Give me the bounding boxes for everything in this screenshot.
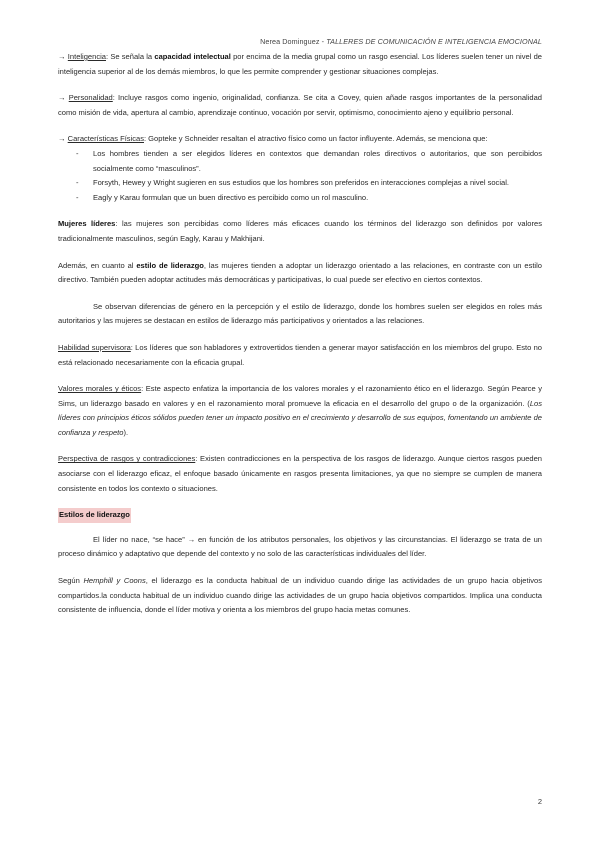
paragraph-text: Además, en cuanto al [58, 260, 137, 270]
paragraph-inteligencia [58, 50, 542, 79]
paragraph-text: Según [58, 576, 84, 586]
paragraph-text: por encima de la media grupal como un rasgo esencial. Los líderes suelen tener un nivel de inteligencia superior al de los demás miembros, lo que les permite comprender y gestionar situaciones complejas. [58, 52, 542, 76]
paragraph-text: : Este aspecto enfatiza la importancia de los valores morales y el razonamiento ético en el liderazgo. Según Pearce y Sims, un liderazgo basado en valores y en el razonamiento moral promueve la eficacia en el desarrollo del grupo o de la organización. ( [58, 384, 543, 408]
paragraph-habilidad-supervisora [58, 341, 542, 370]
dash-marker: - [76, 192, 79, 202]
paragraph-text: , el liderazgo es la conducta habitual de un individuo cuando dirige las actividades de un grupo hacia objetivos compartidos.la conducta habitual de un individuo cuando dirige las actividades de un grupo hacia objetivos compartidos. Implica una conducta consistente de influencia, donde el líder motiva y orienta a los miembros del grupo hacia metas comunes. [58, 576, 543, 615]
paragraph-perspectiva-rasgos [58, 452, 542, 496]
paragraph-personalidad [58, 91, 542, 120]
list-item [76, 191, 542, 206]
arrow-glyph: → [58, 93, 69, 103]
section-heading-wrapper [58, 508, 542, 533]
paragraph-text: Se observan diferencias de género en la percepción y el estilo de liderazgo, donde los hombres suelen ser elegidos en roles más autoritarios y las mujeres se destacan en estilos de liderazgo más participativos y orientados a las relaciones. [58, 301, 542, 326]
paragraph-text: : Incluye rasgos como ingenio, originalidad, confianza. Se cita a Covey, quien añade rasgos importantes de la personalidad como misión de vida, apertura al cambio, aprendizaje continuo, vocación por servir, optimismo, conocimiento ajeno y equilibrio personal. [58, 93, 542, 117]
list-item-text: Los hombres tienden a ser elegidos líderes en contextos que demandan roles directivos o autoritarios, que son percibidos socialmente como “masculinos”. [93, 148, 542, 173]
paragraph-text: : Los líderes que son habladores y extrovertidos tienden a generar mayor satisfacción en los miembros del grupo. Esto no está relacionado necesariamente con la eficacia grupal. [58, 342, 542, 367]
arrow-glyph: → [58, 134, 68, 144]
dash-list [58, 147, 542, 205]
paragraph-text: : las mujeres son percibidas como líderes más eficaces cuando los términos del liderazgo son definidos por valores tradicionalmente masculinos, según Eagly, Karau y Makhijani. [58, 219, 542, 243]
paragraph-mujeres-lideres [58, 217, 542, 246]
term-personalidad: Personalidad [68, 93, 113, 103]
page-header [260, 37, 542, 46]
paragraph-text: ). [123, 427, 129, 437]
italic-hemphill-coons: Hemphill y Coons [83, 576, 146, 586]
bold-mujeres-lideres: Mujeres líderes [58, 219, 116, 229]
term-valores-morales: Valores morales y éticos [58, 384, 142, 394]
section-heading-estilos: Estilos de liderazgo [58, 508, 131, 523]
list-item [76, 176, 542, 191]
term-inteligencia: Inteligencia [67, 52, 106, 61]
list-item [76, 147, 542, 176]
dash-marker: - [76, 178, 79, 188]
bold-estilo-de-liderazgo: estilo de liderazgo [136, 260, 204, 270]
paragraph-diferencias-genero [58, 300, 542, 329]
term-habilidad-supervisora: Habilidad supervisora [58, 342, 131, 352]
paragraph-text: , las mujeres tienden a adoptar un liderazgo orientado a las relaciones, en contraste con un estilo directivo. También pueden adoptar actitudes más democráticas y participativas, lo cual puede ser efectivo en ciertos contextos. [58, 260, 542, 285]
page-number: 2 [537, 797, 542, 806]
paragraph-caracteristicas-fisicas [58, 132, 542, 147]
page-content [58, 50, 542, 630]
paragraph-text: : Se señala la [105, 52, 155, 61]
paragraph-text: : Existen contradicciones en la perspectiva de los rasgos de liderazgo. Aunque ciertos rasgos pueden asociarse con el liderazgo eficaz, el enfoque basado únicamente en rasgos presenta limitaciones, ya que no siempre se cumplen de manera consistente en todos los contexto o situaciones. [58, 454, 543, 493]
paragraph-hemphill-coons [58, 574, 542, 618]
italic-quote: Los líderes con principios éticos sólidos pueden tener un impacto positivo en el crecimiento y desarrollo de sus equipos, fomentando un ambiente de confianza y respeto [58, 398, 542, 437]
dash-marker: - [76, 148, 79, 158]
paragraph-text: El líder no nace, “se hace” → en función de los atributos personales, los objetivos y las circunstancias. El liderazgo se trata de un proceso dinámico y adaptativo que depende del contexto y no solo de las características individuales del líder. [58, 534, 542, 559]
paragraph-valores-morales [58, 382, 542, 440]
arrow-glyph: → [58, 52, 68, 61]
paragraph-text: : Gopteke y Schneider resaltan el atractivo físico como un factor influyente. Además, se menciona que: [143, 134, 488, 144]
term-caracteristicas-fisicas: Características Físicas [67, 134, 144, 144]
header-author: Nerea Dominguez - [260, 37, 327, 46]
bold-capacidad-intelectual: capacidad intelectual [154, 52, 231, 61]
list-item-text: Forsyth, Hewey y Wright sugieren en sus estudios que los hombres son preferidos en interacciones complejas a nivel social. [93, 178, 509, 188]
list-item-text: Eagly y Karau formulan que un buen directivo es percibido como un rol masculino. [93, 192, 369, 202]
paragraph-lider-no-nace [58, 533, 542, 562]
term-perspectiva-rasgos: Perspectiva de rasgos y contradicciones [58, 454, 196, 464]
header-title: TALLERES DE COMUNICACIÓN E INTELIGENCIA EMOCIONAL [326, 37, 542, 46]
paragraph-estilo-liderazgo [58, 259, 542, 288]
